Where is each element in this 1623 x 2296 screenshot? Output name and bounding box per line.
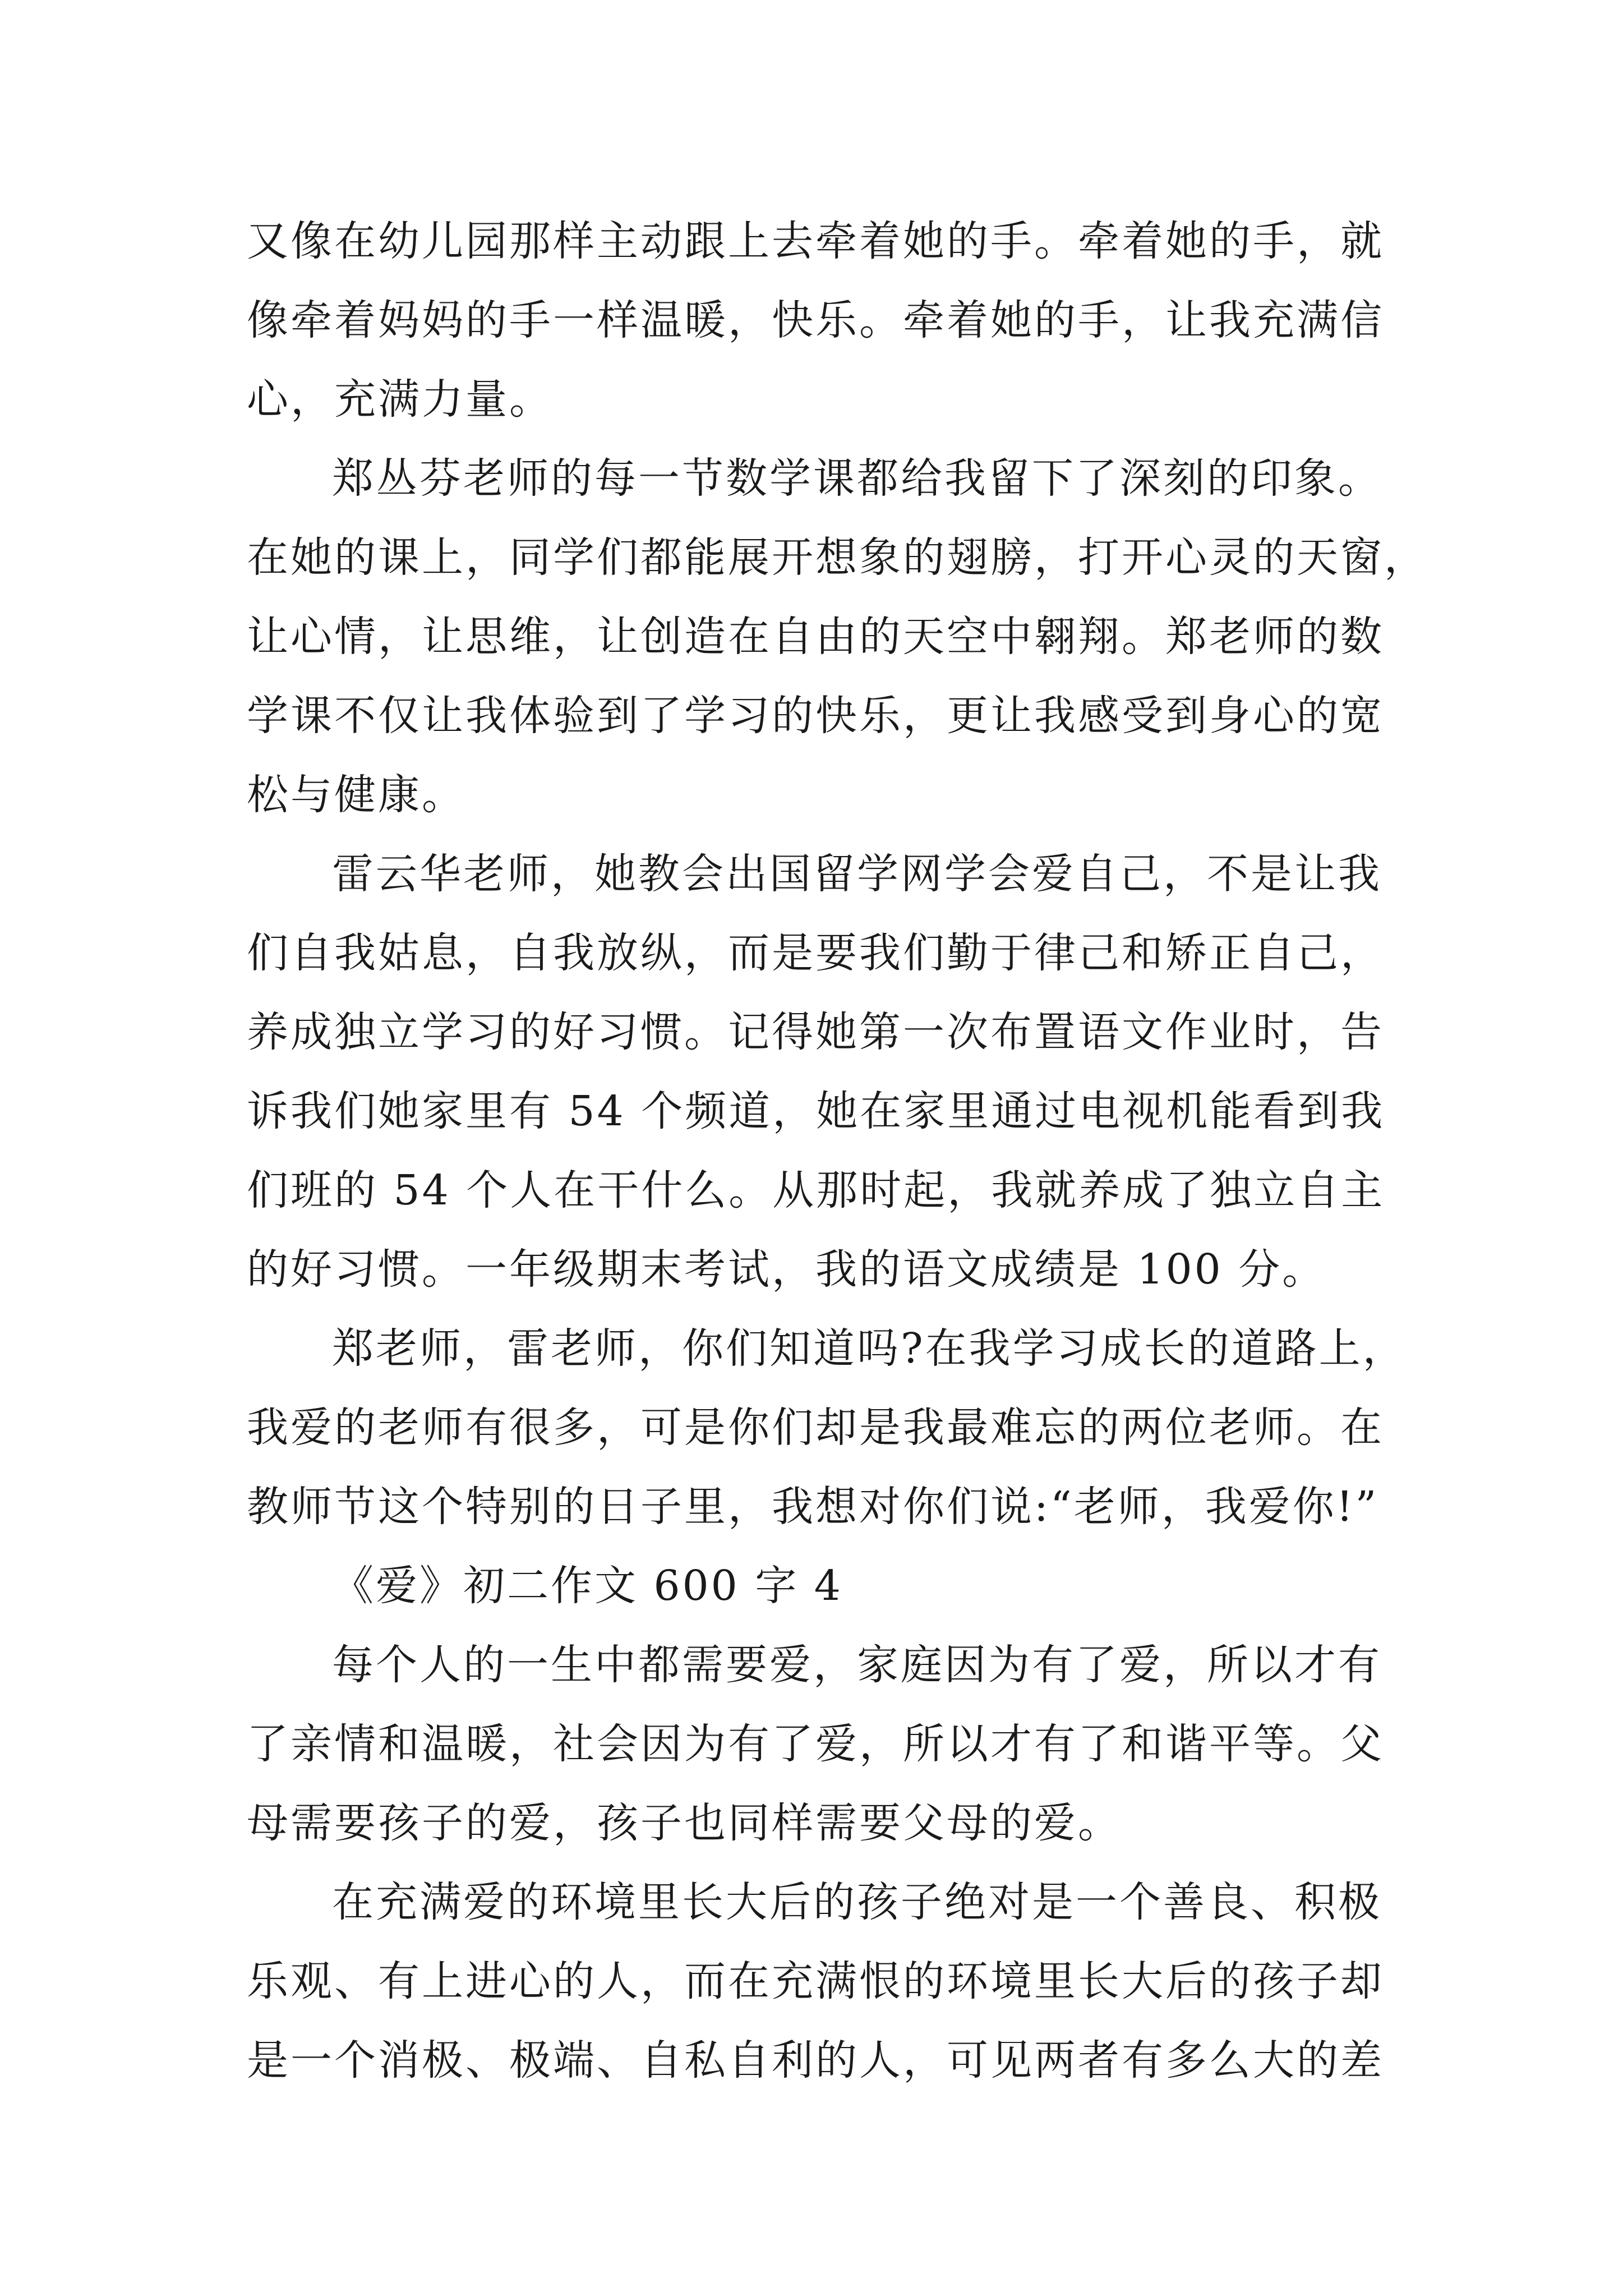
text-line: 养成独立学习的好习惯。记得她第一次布置语文作业时，告 [247,1008,1384,1056]
text-line: 学课不仅让我体验到了学习的快乐，更让我感受到身心的宽 [247,692,1384,740]
text-line: 让心情，让思维，让创造在自由的天空中翱翔。郑老师的数 [247,613,1384,661]
text-line: 们自我姑息，自我放纵，而是要我们勤于律己和矫正自己， [247,929,1384,977]
text-line: 母需要孩子的爱，孩子也同样需要父母的爱。 [247,1799,1122,1847]
text-line: 们班的 54 个人在干什么。从那时起，我就养成了独立自主 [247,1166,1385,1214]
text-line: 是一个消极、极端、自私自利的人，可见两者有多么大的差 [247,2036,1384,2085]
text-line: 我爱的老师有很多，可是你们却是我最难忘的两位老师。在 [247,1404,1384,1452]
paragraph-start-line: 每个人的一生中都需要爱，家庭因为有了爱，所以才有 [332,1641,1382,1689]
paragraph-start-line: 雷云华老师，她教会出国留学网学会爱自己，不是让我 [332,850,1382,898]
text-line: 在她的课上，同学们都能展开想象的翅膀，打开心灵的天窗， [247,533,1428,582]
text-line: 心，充满力量。 [247,375,553,424]
text-line: 松与健康。 [247,771,465,819]
paragraph-start-line: 郑老师，雷老师，你们知道吗?在我学习成长的道路上， [332,1324,1407,1373]
text-line: 又像在幼儿园那样主动跟上去牵着她的手。牵着她的手，就 [247,217,1384,265]
text-line: 乐观、有上进心的人，而在充满恨的环境里长大后的孩子却 [247,1957,1384,2005]
paragraph-start-line: 郑丛芬老师的每一节数学课都给我留下了深刻的印象。 [332,454,1382,503]
paragraph-start-line: 在充满爱的环境里长大后的孩子绝对是一个善良、积极 [332,1878,1382,1926]
text-line: 像牵着妈妈的手一样温暖，快乐。牵着她的手，让我充满信 [247,296,1384,344]
section-title: 《爱》初二作文 600 字 4 [332,1562,843,1610]
text-line: 了亲情和温暖，社会因为有了爱，所以才有了和谐平等。父 [247,1720,1384,1768]
text-line: 的好习惯。一年级期末考试，我的语文成绩是 100 分。 [247,1245,1326,1294]
text-line: 教师节这个特别的日子里，我想对你们说:“老师，我爱你!” [247,1483,1379,1531]
text-line: 诉我们她家里有 54 个频道，她在家里通过电视机能看到我 [247,1087,1385,1135]
